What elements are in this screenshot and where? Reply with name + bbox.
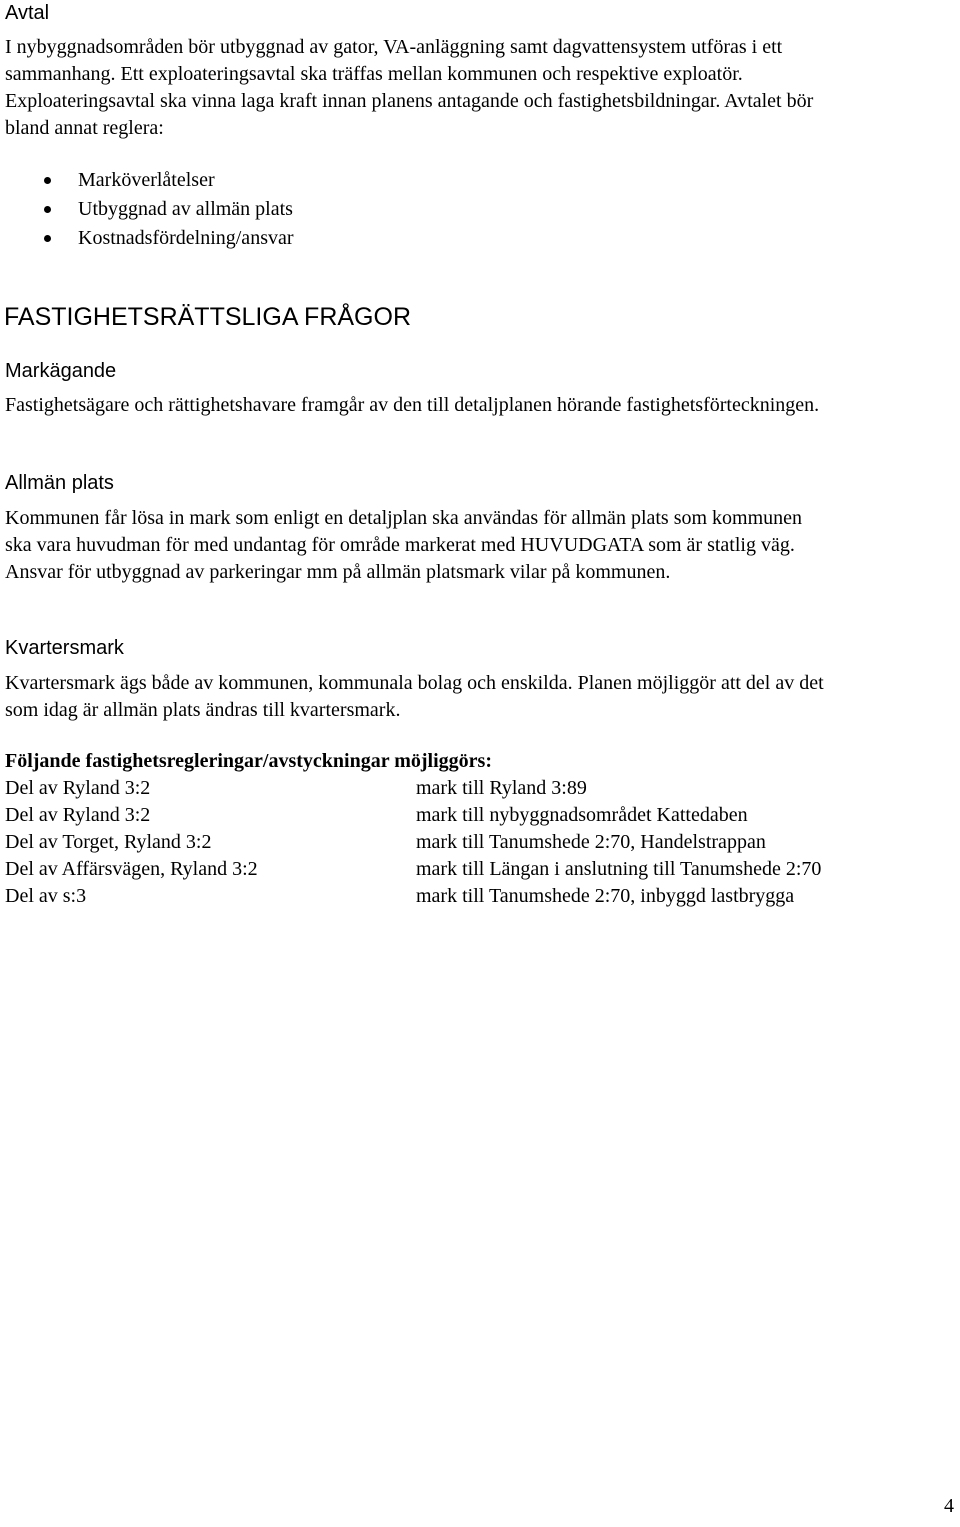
list-item	[0, 195, 600, 223]
list-item-text: Kostnadsfördelning/ansvar	[78, 227, 294, 249]
allman-plats-line-2: ska vara huvudman för med undantag för område markerat med HUVUDGATA som är statlig väg.	[5, 534, 795, 556]
allman-plats-line-3: Ansvar för utbyggnad av parkeringar mm på allmän platsmark vilar på kommunen.	[5, 561, 671, 583]
list-item	[0, 224, 600, 252]
avtal-paragraph-line-2: sammanhang. Ett exploateringsavtal ska träffas mellan kommunen och respektive exploatör.	[5, 63, 743, 85]
list-item	[0, 166, 600, 194]
avtal-paragraph-line-3: Exploateringsavtal ska vinna laga kraft innan planens antagande och fastighetsbildningar. Avtalet bör	[5, 90, 814, 112]
regleringar-heading: Följande fastighetsregleringar/avstyckningar möjliggörs:	[5, 750, 492, 772]
page-number: 4	[944, 1495, 954, 1517]
subheading-allman-plats: Allmän plats	[5, 472, 114, 494]
row-from-cell: Del av s:3	[5, 885, 87, 907]
row-from-cell: Del av Ryland 3:2	[5, 777, 151, 799]
avtal-paragraph-line-4: bland annat reglera:	[5, 117, 164, 139]
row-from-cell: Del av Ryland 3:2	[5, 804, 151, 826]
section-heading-avtal: Avtal	[5, 2, 50, 24]
avtal-paragraph-line-1: I nybyggnadsområden bör utbyggnad av gator, VA-anläggning samt dagvattensystem utföras i ett	[5, 36, 783, 58]
row-to-cell: mark till nybyggnadsområdet Kattedaben	[416, 804, 748, 826]
subheading-kvartersmark: Kvartersmark	[5, 637, 124, 659]
subheading-markagande: Markägande	[5, 360, 117, 382]
markagande-text: Fastighetsägare och rättighetshavare framgår av den till detaljplanen hörande fastighetsförteckningen.	[5, 394, 820, 416]
row-from-cell: Del av Affärsvägen, Ryland 3:2	[5, 858, 258, 880]
row-to-cell: mark till Tanumshede 2:70, inbyggd lastbrygga	[416, 885, 795, 907]
bullet-icon	[44, 235, 51, 242]
row-to-cell: mark till Ryland 3:89	[416, 777, 587, 799]
allman-plats-line-1: Kommunen får lösa in mark som enligt en detaljplan ska användas för allmän plats som kommunen	[5, 507, 803, 529]
row-to-cell: mark till Tanumshede 2:70, Handelstrappan	[416, 831, 766, 853]
bullet-icon	[44, 206, 51, 213]
list-item-text: Marköverlåtelser	[78, 169, 215, 191]
list-item-text: Utbyggnad av allmän plats	[78, 198, 293, 220]
kvartersmark-line-1: Kvartersmark ägs både av kommunen, kommunala bolag och enskilda. Planen möjliggör att del av det	[5, 672, 824, 694]
section-heading-fastighetsrattsliga-fragor: FASTIGHETSRÄTTSLIGA FRÅGOR	[4, 303, 412, 331]
kvartersmark-line-2: som idag är allmän plats ändras till kvartersmark.	[5, 699, 401, 721]
row-to-cell: mark till Längan i anslutning till Tanumshede 2:70	[416, 858, 822, 880]
bullet-icon	[44, 177, 51, 184]
row-from-cell: Del av Torget, Ryland 3:2	[5, 831, 212, 853]
